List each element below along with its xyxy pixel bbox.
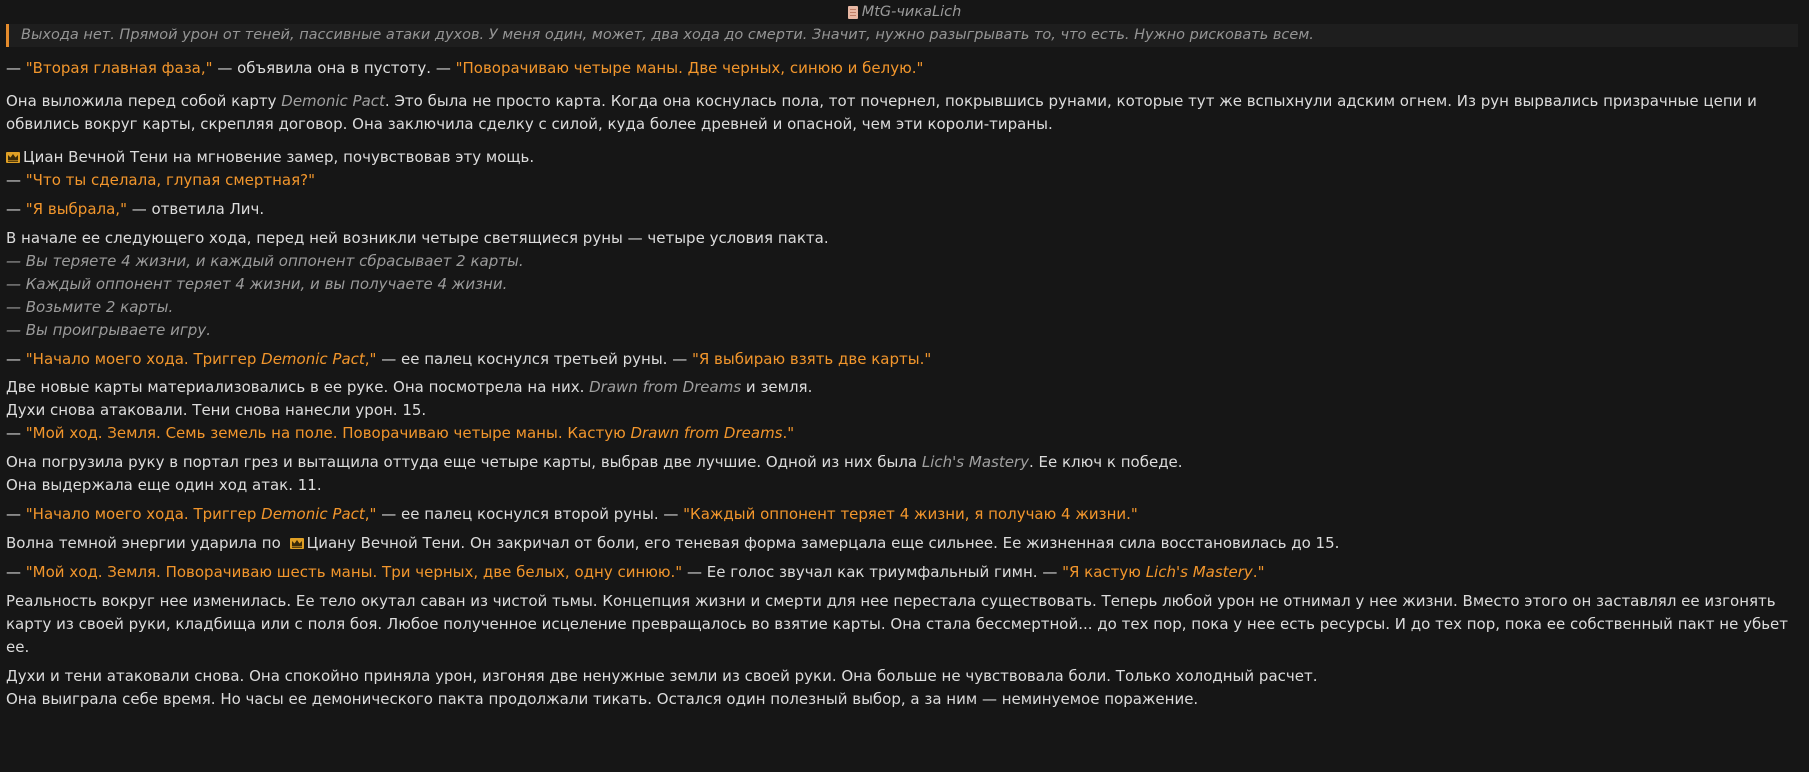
dialogue-quote: "Вторая главная фаза," bbox=[25, 59, 213, 77]
rune-text: — Вы проигрываете игру. bbox=[6, 321, 211, 339]
dialogue-part: ." bbox=[1252, 563, 1265, 581]
dash: — bbox=[6, 171, 26, 189]
paragraph-cast-lichs-mastery bbox=[6, 561, 1803, 584]
paragraph-bought-time bbox=[6, 688, 1803, 711]
paragraph-spirits-attack-again bbox=[6, 665, 1803, 688]
narration: — объявила она в пустоту. — bbox=[212, 59, 456, 77]
dialogue-part: "Мой ход. Земля. Семь земель на поле. Поворачиваю четыре маны. Кастую bbox=[25, 424, 631, 442]
paragraph-demonic-pact bbox=[6, 90, 1803, 136]
dialogue-part: ." bbox=[782, 424, 795, 442]
narration: — ее палец коснулся второй руны. — bbox=[376, 505, 684, 523]
paragraph-trigger-second-rune bbox=[6, 503, 1803, 526]
narration: Она выдержала еще один ход атак. 11. bbox=[6, 476, 322, 494]
narration: Циан Вечной Тени на мгновение замер, почувствовав эту мощь. bbox=[23, 148, 535, 166]
crown-icon bbox=[6, 152, 20, 163]
card-name: Lich's Mastery bbox=[1145, 563, 1253, 581]
rune-option-2 bbox=[6, 273, 1803, 296]
dialogue-part: "Я кастую bbox=[1062, 563, 1146, 581]
paragraph-dark-energy-wave bbox=[6, 532, 1803, 555]
document-icon bbox=[848, 6, 858, 19]
card-name: Demonic Pact bbox=[261, 505, 365, 523]
paragraph-cyan-reaction bbox=[6, 146, 1803, 169]
narration: и земля. bbox=[741, 378, 813, 396]
rune-option-3 bbox=[6, 296, 1803, 319]
paragraph-reality-changed bbox=[6, 590, 1803, 659]
paragraph-another-turn bbox=[6, 474, 1803, 497]
narration: Духи снова атаковали. Тени снова нанесли урон. 15. bbox=[6, 401, 427, 419]
card-name: Demonic Pact bbox=[281, 92, 385, 110]
dialogue-part: "Начало моего хода. Триггер bbox=[25, 505, 262, 523]
dash: — bbox=[6, 424, 26, 442]
card-name: Drawn from Dreams bbox=[589, 378, 742, 396]
dash: — bbox=[6, 59, 26, 77]
inner-thought-blockquote bbox=[6, 24, 1798, 47]
dialogue-quote: "Я выбираю взять две карты." bbox=[691, 350, 932, 368]
dash: — bbox=[6, 505, 26, 523]
paragraph-second-main-phase bbox=[6, 57, 1803, 80]
paragraph-what-did-you-do bbox=[6, 169, 1803, 192]
narration: Она погрузила руку в портал грез и вытащила оттуда еще четыре карты, выбрав две лучшие. Одной из них была bbox=[6, 453, 922, 471]
narration: Циану Вечной Тени. Он закричал от боли, его теневая форма замерцала еще сильнее. Ее жизненная сила восстановилась до 15. bbox=[306, 534, 1340, 552]
rune-text: — Вы теряете 4 жизни, и каждый оппонент сбрасывает 2 карты. bbox=[6, 252, 524, 270]
rune-text: — Возьмите 2 карты. bbox=[6, 298, 174, 316]
narration: Она выложила перед собой карту bbox=[6, 92, 282, 110]
dialogue-quote: "Мой ход. Земля. Поворачиваю шесть маны. Три черных, две белых, одну синюю." bbox=[25, 563, 683, 581]
paragraph-trigger-third-rune bbox=[6, 348, 1803, 371]
rune-option-4 bbox=[6, 319, 1803, 342]
dialogue-part: ," bbox=[364, 505, 377, 523]
narration: . Ее ключ к победе. bbox=[1028, 453, 1183, 471]
dash: — bbox=[6, 200, 26, 218]
dash: — bbox=[6, 350, 26, 368]
paragraph-two-new-cards bbox=[6, 376, 1803, 399]
paragraph-i-chose bbox=[6, 198, 1803, 221]
narration: Волна темной энергии ударила по bbox=[6, 534, 286, 552]
rune-text: — Каждый оппонент теряет 4 жизни, и вы получаете 4 жизни. bbox=[6, 275, 508, 293]
window-title: MtG-чикаLich bbox=[861, 4, 962, 20]
story-content bbox=[0, 57, 1809, 711]
window-title-bar bbox=[0, 0, 1809, 24]
dialogue-quote bbox=[1062, 563, 1264, 581]
narration: — ответила Лич. bbox=[126, 200, 265, 218]
card-name: Lich's Mastery bbox=[921, 453, 1029, 471]
card-name: Drawn from Dreams bbox=[630, 424, 783, 442]
narration: В начале ее следующего хода, перед ней возникли четыре светящиеся руны — четыре условия пакта. bbox=[6, 229, 829, 247]
narration: Реальность вокруг нее изменилась. Ее тело окутал саван из чистой тьмы. Концепция жизни и смерти для нее перестала существовать. Теперь любой урон не отнимал у нее жизни. Вместо этого он заставлял ее изгонять карту из своей руки, кладбища или с поля боя. Любое полученное исцеление превращалось во взятие карты. Она стала бессмертной... до тех пор, пока у нее есть ресурсы. И до тех пор, пока ее собственный пакт не убьет ее. bbox=[6, 592, 1788, 656]
dialogue-quote bbox=[26, 350, 377, 368]
rune-option-1 bbox=[6, 250, 1803, 273]
narration: Духи и тени атаковали снова. Она спокойно приняла урон, изгоняя две ненужные земли из своей руки. Она больше не чувствовала боли. Только холодный расчет. bbox=[6, 667, 1318, 685]
inner-thought-text: Выхода нет. Прямой урон от теней, пассивные атаки духов. У меня один, может, два хода до смерти. Значит, нужно разыгрывать то, что есть. Нужно рисковать всем. bbox=[21, 27, 1314, 43]
dialogue-quote: "Каждый оппонент теряет 4 жизни, я получаю 4 жизни." bbox=[683, 505, 1138, 523]
paragraph-four-runes bbox=[6, 227, 1803, 250]
dialogue-part: "Начало моего хода. Триггер bbox=[25, 350, 262, 368]
paragraph-portal-of-dreams bbox=[6, 451, 1803, 474]
narration: Две новые карты материализовались в ее руке. Она посмотрела на них. bbox=[6, 378, 590, 396]
paragraph-cast-drawn-from-dreams bbox=[6, 422, 1803, 445]
dash: — bbox=[6, 563, 26, 581]
dialogue-quote bbox=[26, 505, 377, 523]
narration: — ее палец коснулся третьей руны. — bbox=[376, 350, 692, 368]
narration: — Ее голос звучал как триумфальный гимн. — bbox=[682, 563, 1063, 581]
dialogue-part: ," bbox=[364, 350, 377, 368]
narration: Она выиграла себе время. Но часы ее демонического пакта продолжали тикать. Остался один полезный выбор, а за ним — неминуемое поражение. bbox=[6, 690, 1199, 708]
paragraph-spirits-attack bbox=[6, 399, 1803, 422]
dialogue-quote: "Я выбрала," bbox=[25, 200, 127, 218]
crown-icon bbox=[290, 538, 304, 549]
dialogue-quote: "Поворачиваю четыре маны. Две черных, синюю и белую." bbox=[455, 59, 924, 77]
narration: . Это была не просто карта. Когда она коснулась пола, тот почернел, покрывшись рунами, которые тут же вспыхнули адским огнем. Из рун вырвались призрачные цепи и обвились вокруг карты, скрепляя договор. Она заключила сделку с силой, куда более древней и опасной, чем эти короли-тираны. bbox=[6, 92, 1757, 133]
dialogue-quote: "Что ты сделала, глупая смертная?" bbox=[25, 171, 316, 189]
card-name: Demonic Pact bbox=[261, 350, 365, 368]
dialogue-quote bbox=[26, 424, 794, 442]
